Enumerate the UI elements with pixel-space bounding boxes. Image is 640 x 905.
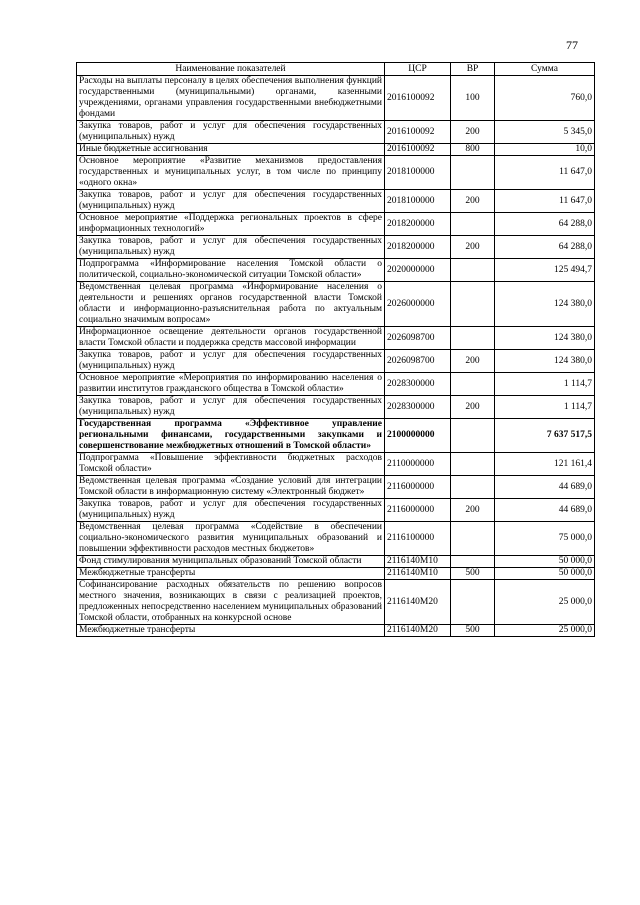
table-row: [77, 625, 595, 637]
cell-csr: 2028300000: [385, 373, 451, 396]
cell-vr: [451, 156, 495, 190]
cell-csr: 2018200000: [385, 213, 451, 236]
cell-csr: 2018200000: [385, 236, 451, 259]
cell-vr: [451, 282, 495, 327]
cell-name: Закупка товаров, работ и услуг для обеспечения государственных (муниципальных) нужд: [77, 350, 385, 373]
cell-vr: [451, 327, 495, 350]
cell-sum: 760,0: [495, 76, 595, 121]
table-row: [77, 190, 595, 213]
cell-csr: 2016100092: [385, 76, 451, 121]
cell-csr: 2116000000: [385, 476, 451, 499]
cell-name: Иные бюджетные ассигнования: [77, 144, 385, 156]
cell-name: Закупка товаров, работ и услуг для обеспечения государственных (муниципальных) нужд: [77, 190, 385, 213]
cell-sum: 124 380,0: [495, 327, 595, 350]
cell-sum: 1 114,7: [495, 373, 595, 396]
table-row: [77, 396, 595, 419]
cell-name: Ведомственная целевая программа «Информирование населения о деятельности и решениях органов государственной власти Томской области и информационно-разъяснительная работа по актуальным социально значимым вопросам»: [77, 282, 385, 327]
cell-name: Расходы на выплаты персоналу в целях обеспечения выполнения функций государственными (муниципальными) органами, казенными учреждениями, органами управления государственными внебюджетными фондами: [77, 76, 385, 121]
table-row: [77, 327, 595, 350]
cell-vr: 500: [451, 568, 495, 580]
cell-vr: 200: [451, 121, 495, 144]
cell-name: Основное мероприятие «Мероприятия по информированию населения о развитии институтов гражданского общества в Томской области»: [77, 373, 385, 396]
table-row: [77, 121, 595, 144]
cell-name: Софинансирование расходных обязательств по решению вопросов местного значения, возникающих в связи с реализацией проектов, предложенных непосредственно населением муниципальных образований Томской области, отобранных на конкурсной основе: [77, 580, 385, 625]
cell-vr: 500: [451, 625, 495, 637]
table-row: [77, 522, 595, 556]
table-row: [77, 76, 595, 121]
cell-csr: 2116100000: [385, 522, 451, 556]
header-sum: Сумма: [495, 63, 595, 76]
cell-vr: 800: [451, 144, 495, 156]
cell-name: Подпрограмма «Информирование населения Томской области о политической, социально-экономической ситуации Томской области»: [77, 259, 385, 282]
cell-vr: 200: [451, 396, 495, 419]
cell-name: Фонд стимулирования муниципальных образований Томской области: [77, 556, 385, 568]
table-row: [77, 499, 595, 522]
cell-vr: [451, 373, 495, 396]
cell-sum: 121 161,4: [495, 453, 595, 476]
cell-name: Ведомственная целевая программа «Содействие в обеспечении социально-экономического развития муниципальных образований и повышении эффективности расходов местных бюджетов»: [77, 522, 385, 556]
table-body: [77, 76, 595, 637]
cell-csr: 2116140М10: [385, 568, 451, 580]
cell-sum: 75 000,0: [495, 522, 595, 556]
cell-csr: 2116140М20: [385, 625, 451, 637]
cell-sum: 11 647,0: [495, 156, 595, 190]
cell-name: Информационное освещение деятельности органов государственной власти Томской области и поддержка средств массовой информации: [77, 327, 385, 350]
cell-sum: 124 380,0: [495, 350, 595, 373]
table-row: [77, 156, 595, 190]
cell-sum: 64 288,0: [495, 236, 595, 259]
cell-name: Закупка товаров, работ и услуг для обеспечения государственных (муниципальных) нужд: [77, 396, 385, 419]
table-row: [77, 568, 595, 580]
cell-sum: 1 114,7: [495, 396, 595, 419]
cell-sum: 25 000,0: [495, 580, 595, 625]
cell-csr: 2026098700: [385, 327, 451, 350]
table-row: [77, 213, 595, 236]
cell-sum: 44 689,0: [495, 476, 595, 499]
cell-csr: 2016100092: [385, 121, 451, 144]
cell-vr: [451, 213, 495, 236]
cell-sum: 10,0: [495, 144, 595, 156]
cell-csr: 2028300000: [385, 396, 451, 419]
cell-csr: 2116000000: [385, 499, 451, 522]
page-number: 77: [566, 38, 578, 52]
table-row: [77, 453, 595, 476]
budget-table: [76, 62, 595, 637]
cell-sum: 25 000,0: [495, 625, 595, 637]
table-row: [77, 556, 595, 568]
cell-csr: 2100000000: [385, 419, 451, 453]
header-name: Наименование показателей: [77, 63, 385, 76]
header-vr: ВР: [451, 63, 495, 76]
cell-vr: 200: [451, 236, 495, 259]
cell-vr: [451, 453, 495, 476]
cell-sum: 44 689,0: [495, 499, 595, 522]
cell-vr: 200: [451, 499, 495, 522]
table-row: [77, 259, 595, 282]
table-header-row: [77, 63, 595, 76]
cell-csr: 2116140М10: [385, 556, 451, 568]
cell-sum: 50 000,0: [495, 556, 595, 568]
cell-name: Подпрограмма «Повышение эффективности бюджетных расходов Томской области»: [77, 453, 385, 476]
table-row: [77, 236, 595, 259]
header-csr: ЦСР: [385, 63, 451, 76]
cell-name: Межбюджетные трансферты: [77, 568, 385, 580]
cell-csr: 2016100092: [385, 144, 451, 156]
cell-sum: 5 345,0: [495, 121, 595, 144]
cell-name: Ведомственная целевая программа «Создание условий для интеграции Томской области в информационную систему «Электронный бюджет»: [77, 476, 385, 499]
cell-name: Государственная программа «Эффективное управление региональными финансами, государственными закупками и совершенствование межбюджетных отношений в Томской области»: [77, 419, 385, 453]
cell-name: Закупка товаров, работ и услуг для обеспечения государственных (муниципальных) нужд: [77, 121, 385, 144]
cell-csr: 2018100000: [385, 156, 451, 190]
cell-sum: 64 288,0: [495, 213, 595, 236]
cell-sum: 7 637 517,5: [495, 419, 595, 453]
cell-vr: [451, 419, 495, 453]
cell-csr: 2116140М20: [385, 580, 451, 625]
table-row: [77, 419, 595, 453]
cell-csr: 2026098700: [385, 350, 451, 373]
cell-vr: 100: [451, 76, 495, 121]
cell-csr: 2020000000: [385, 259, 451, 282]
table-row: [77, 282, 595, 327]
cell-name: Закупка товаров, работ и услуг для обеспечения государственных (муниципальных) нужд: [77, 499, 385, 522]
cell-name: Основное мероприятие «Поддержка региональных проектов в сфере информационных технологий»: [77, 213, 385, 236]
cell-sum: 125 494,7: [495, 259, 595, 282]
cell-vr: [451, 522, 495, 556]
cell-sum: 124 380,0: [495, 282, 595, 327]
cell-name: Межбюджетные трансферты: [77, 625, 385, 637]
cell-vr: [451, 556, 495, 568]
cell-csr: 2110000000: [385, 453, 451, 476]
table-row: [77, 373, 595, 396]
cell-vr: [451, 259, 495, 282]
cell-name: Основное мероприятие «Развитие механизмов предоставления государственных и муниципальных услуг, в том числе по принципу «одного окна»: [77, 156, 385, 190]
table-row: [77, 580, 595, 625]
cell-vr: 200: [451, 190, 495, 213]
cell-sum: 11 647,0: [495, 190, 595, 213]
cell-vr: 200: [451, 350, 495, 373]
cell-csr: 2026000000: [385, 282, 451, 327]
table-row: [77, 350, 595, 373]
cell-vr: [451, 580, 495, 625]
cell-name: Закупка товаров, работ и услуг для обеспечения государственных (муниципальных) нужд: [77, 236, 385, 259]
table-row: [77, 144, 595, 156]
cell-csr: 2018100000: [385, 190, 451, 213]
table-row: [77, 476, 595, 499]
cell-vr: [451, 476, 495, 499]
cell-sum: 50 000,0: [495, 568, 595, 580]
